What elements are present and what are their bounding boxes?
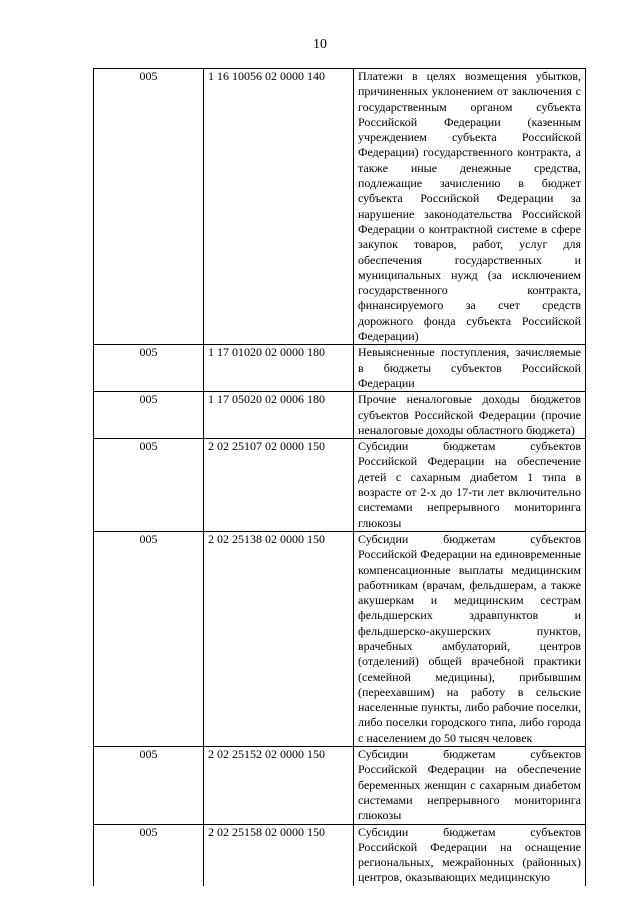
- description-cell: [354, 747, 586, 824]
- description-line: Платежи в целях возмещения убытков,: [358, 69, 581, 83]
- description-line: Федерации): [358, 329, 419, 344]
- description-line: Федерации) государственного контракта, а: [358, 145, 581, 160]
- description-line: компенсационные выплаты медицинским: [358, 562, 581, 577]
- table-row: [94, 69, 586, 345]
- description-line: населенные пункты, либо рабочие поселки,: [358, 700, 581, 715]
- income-code-cell: 2 02 25138 02 0000 150: [204, 531, 354, 746]
- description-line: Невыясненные поступления, зачисляемые: [358, 345, 581, 360]
- admin-code-cell: 005: [94, 69, 204, 345]
- description-line: финансируемого за счет средств: [358, 298, 581, 313]
- description-line: государственным органом субъекта: [358, 99, 581, 114]
- table-row: [94, 345, 586, 392]
- description-line: фельдшерских здравпунктов и: [358, 608, 581, 623]
- description-line: субъекта Российской Федерации за: [358, 191, 581, 206]
- admin-code-cell: 005: [94, 824, 204, 886]
- description-line: Российской Федерации на единовременные: [358, 547, 581, 562]
- table-row: [94, 531, 586, 746]
- description-cell: [354, 69, 586, 345]
- description-line: Федерации: [358, 375, 415, 390]
- table-row: [94, 747, 586, 824]
- description-line: фельдшерско-акушерских пунктов,: [358, 623, 581, 638]
- income-code-cell: 1 16 10056 02 0000 140: [204, 69, 354, 345]
- description-line: (отделений) общей врачебной практики: [358, 654, 581, 669]
- description-line: Прочие неналоговые доходы бюджетов: [358, 392, 581, 407]
- description-line: подлежащие зачислению в бюджет: [358, 176, 581, 191]
- description-line: Российской Федерации на оснащение: [358, 839, 581, 854]
- description-line: либо поселки городского типа, либо города: [358, 715, 581, 730]
- description-line: врачебных амбулаторий, центров: [358, 638, 581, 653]
- description-line: обеспечения государственных и: [358, 252, 581, 267]
- admin-code-cell: 005: [94, 439, 204, 532]
- description-line: с населением до 50 тысяч человек: [358, 730, 533, 745]
- description-cell: [354, 824, 586, 886]
- description-line: учреждением субъекта Российской: [358, 130, 581, 145]
- description-cell: [354, 345, 586, 392]
- description-line: также иные денежные средства,: [358, 160, 581, 175]
- page-number: 10: [313, 37, 327, 52]
- description-line: работникам (врачам, фельдшерам, а также: [358, 577, 581, 592]
- description-line: глюкозы: [358, 515, 402, 530]
- description-line: (семейной медицины), прибывшим: [358, 669, 581, 684]
- description-line: нарушение законодательства Российской: [358, 206, 581, 221]
- description-line: глюкозы: [358, 808, 402, 823]
- description-line: в бюджеты субъектов Российской: [358, 360, 581, 375]
- description-line: Субсидии бюджетам субъектов: [358, 824, 581, 839]
- description-line: Российской Федерации на обеспечение: [358, 762, 581, 777]
- description-line: региональных, межрайонных (районных): [358, 855, 581, 870]
- description-line: муниципальных нужд (за исключением: [358, 267, 581, 282]
- income-code-cell: 2 02 25107 02 0000 150: [204, 439, 354, 532]
- description-line: субъектов Российской Федерации (прочие: [358, 407, 581, 422]
- income-code-cell: 1 17 01020 02 0000 180: [204, 345, 354, 392]
- description-cell: [354, 439, 586, 532]
- admin-code-cell: 005: [94, 531, 204, 746]
- admin-code-cell: 005: [94, 747, 204, 824]
- admin-code-cell: 005: [94, 345, 204, 392]
- description-line: Субсидии бюджетам субъектов: [358, 439, 581, 454]
- description-line: дорожного фонда субъекта Российской: [358, 313, 581, 328]
- description-line: (переехавшим) на работу в сельские: [358, 684, 581, 699]
- description-line: системами непрерывного мониторинга: [358, 500, 581, 515]
- description-line: причиненных уклонением от заключения с: [358, 84, 581, 99]
- description-line: детей с сахарным диабетом 1 типа в: [358, 469, 581, 484]
- description-line: закупок товаров, работ, услуг для: [358, 237, 581, 252]
- table-row: [94, 439, 586, 532]
- admin-code-cell: 005: [94, 392, 204, 439]
- description-line: государственного контракта,: [358, 283, 581, 298]
- description-line: центров, оказывающих медицинскую: [358, 870, 550, 885]
- description-cell: [354, 392, 586, 439]
- budget-income-table: [93, 68, 586, 886]
- description-line: Российской Федерации на обеспечение: [358, 454, 581, 469]
- description-line: Субсидии бюджетам субъектов: [358, 747, 581, 762]
- description-line: возрасте от 2-х до 17-ти лет включительно: [358, 485, 581, 500]
- income-code-cell: 2 02 25158 02 0000 150: [204, 824, 354, 886]
- income-code-cell: 2 02 25152 02 0000 150: [204, 747, 354, 824]
- description-line: акушеркам и медицинским сестрам: [358, 593, 581, 608]
- table-row: [94, 392, 586, 439]
- description-line: Российской Федерации (казенным: [358, 114, 581, 129]
- description-line: неналоговые доходы областного бюджета): [358, 422, 575, 437]
- description-line: беременных женщин с сахарным диабетом: [358, 777, 581, 792]
- description-line: Субсидии бюджетам субъектов: [358, 531, 581, 546]
- description-cell: [354, 531, 586, 746]
- description-line: системами непрерывного мониторинга: [358, 792, 581, 807]
- table-row: [94, 824, 586, 886]
- description-line: Федерации о контрактной системе в сфере: [358, 221, 581, 236]
- income-code-cell: 1 17 05020 02 0006 180: [204, 392, 354, 439]
